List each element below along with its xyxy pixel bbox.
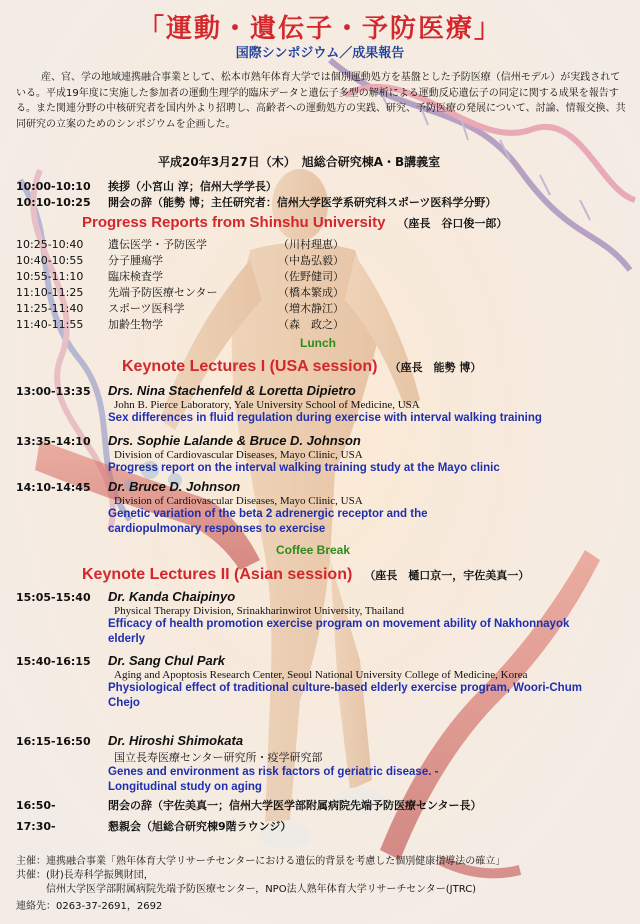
time-slot: 16:15-16:50 <box>16 735 91 748</box>
item-text: 閉会の辞（宇佐美真一；信州大学医学部附属病院先端予防医療センター長） <box>108 799 482 812</box>
speaker-name: Dr. Sang Chul Park <box>108 653 226 668</box>
time-slot: 15:40-16:15 <box>16 655 91 668</box>
speaker-name: Dr. Hiroshi Shimokata <box>108 733 244 748</box>
affiliation: John B. Pierce Laboratory, Yale University School of Medicine, USA <box>114 399 420 411</box>
time-slot: 11:40-11:55 <box>16 318 84 331</box>
talk-block <box>16 586 616 647</box>
session2-chair: （座長 能勢 博） <box>389 361 482 374</box>
cosponsor-line-2: 信州大学医学部附属病院先端予防医療センター，NPO法人熟年体育大学リサーチセンター(JTRC) <box>46 884 477 895</box>
affiliation: Division of Cardiovascular Diseases, Mayo Clinic, USA <box>114 495 363 507</box>
time-slot: 17:30- <box>16 820 56 833</box>
topic: スポーツ医科学 <box>108 302 185 315</box>
schedule-row <box>16 284 344 300</box>
speaker-name: Dr. Kanda Chaipinyo <box>108 589 236 604</box>
affiliation: Physical Therapy Division, Srinakharinwirot University, Thailand <box>114 605 405 617</box>
talk-title: Genetic variation of the beta 2 adrenergic receptor and the cardiopulmonary responses to exercise <box>108 508 428 535</box>
talk-block <box>16 430 616 476</box>
page-title: 「運動・遺伝子・予防医療」 <box>137 14 502 44</box>
schedule-row <box>16 236 344 252</box>
talk-block <box>16 380 616 426</box>
time-slot: 11:10-11:25 <box>16 286 84 299</box>
session3-chair: （座長 樋口京一，宇佐美真一） <box>364 569 530 582</box>
topic: 遺伝医学・予防医学 <box>108 238 207 251</box>
topic: 分子腫瘍学 <box>108 254 163 267</box>
time-slot: 10:40-10:55 <box>16 254 84 267</box>
schedule-row <box>16 252 344 268</box>
talk-title: Sex differences in fluid regulation during exercise with interval walking training <box>108 412 542 424</box>
item-text: 開会の辞（能勢 博；主任研究者：信州大学医学系研究科スポーツ医科学分野） <box>108 196 497 209</box>
talk-block <box>16 650 616 711</box>
time-slot: 10:55-11:10 <box>16 270 84 283</box>
speaker: （中島弘毅） <box>278 254 344 267</box>
schedule-row <box>16 300 344 316</box>
session2-title: Keynote Lectures I (USA session) <box>122 358 378 375</box>
schedule-row <box>16 268 344 284</box>
talk-block <box>16 730 616 795</box>
schedule-row <box>16 818 291 834</box>
time-slot: 10:10-10:25 <box>16 196 91 209</box>
speaker-name: Drs. Sophie Lalande & Bruce D. Johnson <box>108 433 361 448</box>
session1-title: Progress Reports from Shinshu University <box>82 214 386 231</box>
session1-header <box>82 212 507 231</box>
speaker: （橋本繁成） <box>278 286 344 299</box>
time-slot: 13:35-14:10 <box>16 435 91 448</box>
time-slot: 14:10-14:45 <box>16 481 91 494</box>
speaker-name: Dr. Bruce D. Johnson <box>108 479 241 494</box>
schedule-row <box>16 316 344 332</box>
page-subtitle: 国際シンポジウム／成果報告 <box>235 46 405 61</box>
cosponsor-line-1: 共催：(財)長寿科学振興財団， <box>16 870 154 881</box>
schedule-row <box>16 178 277 194</box>
intro-paragraph: 産、官、学の地域連携融合事業として、松本市熟年体育大学では個別運動処方を基盤とした予防医療（信州モデル）が実践されている。平成19年度に実施した参加者の運動生理学的臨床データと遺伝子多型の解析による運動反応遺伝子の同定に関する成果を報告する。また関連分野の中核研究者を国内外より招聘し、高齢者への運動処方の実践、研究、予防医療の発展について、討論、情報交換、共同研究の立案のためのシンポジウムを企画した。 <box>16 72 626 130</box>
contact: 連絡先：0263-37-2691，2692 <box>16 901 163 912</box>
time-slot: 15:05-15:40 <box>16 591 91 604</box>
speaker: （佐野健司） <box>278 270 344 283</box>
time-slot: 10:00-10:10 <box>16 180 91 193</box>
session3-header <box>82 564 529 584</box>
speaker-name: Drs. Nina Stachenfeld & Loretta Dipietro <box>108 383 356 398</box>
affiliation: Division of Cardiovascular Diseases, Mayo Clinic, USA <box>114 449 363 461</box>
item-text: 挨拶（小宮山 淳；信州大学学長） <box>108 180 277 193</box>
talk-title: Genes and environment as risk factors of geriatric disease. - Longitudinal study on aging <box>108 766 439 793</box>
session1-chair: （座長 谷口俊一郎） <box>397 217 508 230</box>
session3-title: Keynote Lectures II (Asian session) <box>82 566 353 583</box>
affiliation: 国立長寿医療センター研究所・疫学研究部 <box>114 752 323 764</box>
speaker: （森 政之） <box>278 318 344 331</box>
date-venue: 平成20年3月27日（木） 旭総合研究棟A・B講義室 <box>158 155 441 169</box>
topic: 臨床検査学 <box>108 270 163 283</box>
talk-title: Progress report on the interval walking training study at the Mayo clinic <box>108 462 500 474</box>
coffee-break: Coffee Break <box>276 543 351 557</box>
topic: 先端予防医療センター <box>108 286 218 299</box>
speaker: （川村理恵） <box>278 238 344 251</box>
schedule-row <box>16 797 482 813</box>
time-slot: 16:50- <box>16 799 56 812</box>
schedule-row <box>16 194 496 210</box>
organizer: 主催：連携融合事業「熟年体育大学リサーチセンターにおける遺伝的背景を考慮した個別健康指導法の確立」 <box>16 856 506 867</box>
session2-header <box>122 356 481 376</box>
talk-block <box>16 476 616 537</box>
time-slot: 11:25-11:40 <box>16 302 84 315</box>
topic: 加齢生物学 <box>108 318 163 331</box>
time-slot: 13:00-13:35 <box>16 385 91 398</box>
speaker: （増木静江） <box>278 302 344 315</box>
affiliation: Aging and Apoptosis Research Center, Seoul National University College of Medicine, Korea <box>114 669 528 681</box>
time-slot: 10:25-10:40 <box>16 238 84 251</box>
item-text: 懇親会（旭総合研究棟9階ラウンジ） <box>108 820 292 833</box>
talk-title: Efficacy of health promotion exercise program on movement ability of Nakhonnayok elderly <box>108 618 570 645</box>
talk-title: Physiological effect of traditional culture-based elderly exercise program, Woori-Chum Chejo <box>108 682 582 709</box>
lunch-break: Lunch <box>300 336 336 350</box>
